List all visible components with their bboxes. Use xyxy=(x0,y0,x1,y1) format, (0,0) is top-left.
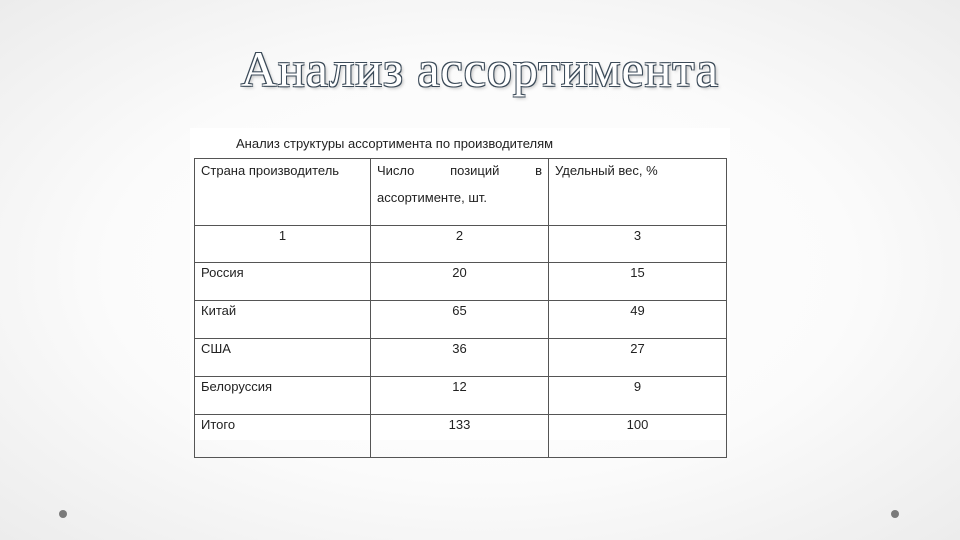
share-cell: 100 xyxy=(549,415,727,458)
share-cell: 27 xyxy=(549,339,727,377)
decorative-dot-right xyxy=(891,510,899,518)
country-cell: США xyxy=(195,339,371,377)
column-number: 1 xyxy=(195,226,371,263)
header-share: Удельный вес, % xyxy=(549,159,727,226)
header-country: Страна производитель xyxy=(195,159,371,226)
header-count-word3: в xyxy=(535,163,542,178)
decorative-dot-left xyxy=(59,510,67,518)
column-number: 3 xyxy=(549,226,727,263)
count-cell: 65 xyxy=(371,301,549,339)
share-cell: 9 xyxy=(549,377,727,415)
table-row xyxy=(195,263,727,301)
assortment-table xyxy=(194,158,727,458)
header-count-line2: ассортименте, шт. xyxy=(377,190,487,205)
table-image xyxy=(190,128,730,440)
count-cell: 133 xyxy=(371,415,549,458)
column-number: 2 xyxy=(371,226,549,263)
count-cell: 36 xyxy=(371,339,549,377)
header-row xyxy=(195,159,727,226)
country-cell: Итого xyxy=(195,415,371,458)
header-count-word2: позиций xyxy=(450,163,500,178)
country-cell: Белоруссия xyxy=(195,377,371,415)
table-row xyxy=(195,301,727,339)
header-count-word1: Число xyxy=(377,163,415,178)
table-row xyxy=(195,377,727,415)
table-row xyxy=(195,339,727,377)
header-count xyxy=(371,159,549,226)
slide-title: Анализ ассортимента xyxy=(240,41,720,97)
country-cell: Китай xyxy=(195,301,371,339)
count-cell: 20 xyxy=(371,263,549,301)
share-cell: 49 xyxy=(549,301,727,339)
table-caption: Анализ структуры ассортимента по производителям xyxy=(236,136,554,151)
country-cell: Россия xyxy=(195,263,371,301)
count-cell: 12 xyxy=(371,377,549,415)
share-cell: 15 xyxy=(549,263,727,301)
total-row xyxy=(195,415,727,458)
column-number-row xyxy=(195,226,727,263)
